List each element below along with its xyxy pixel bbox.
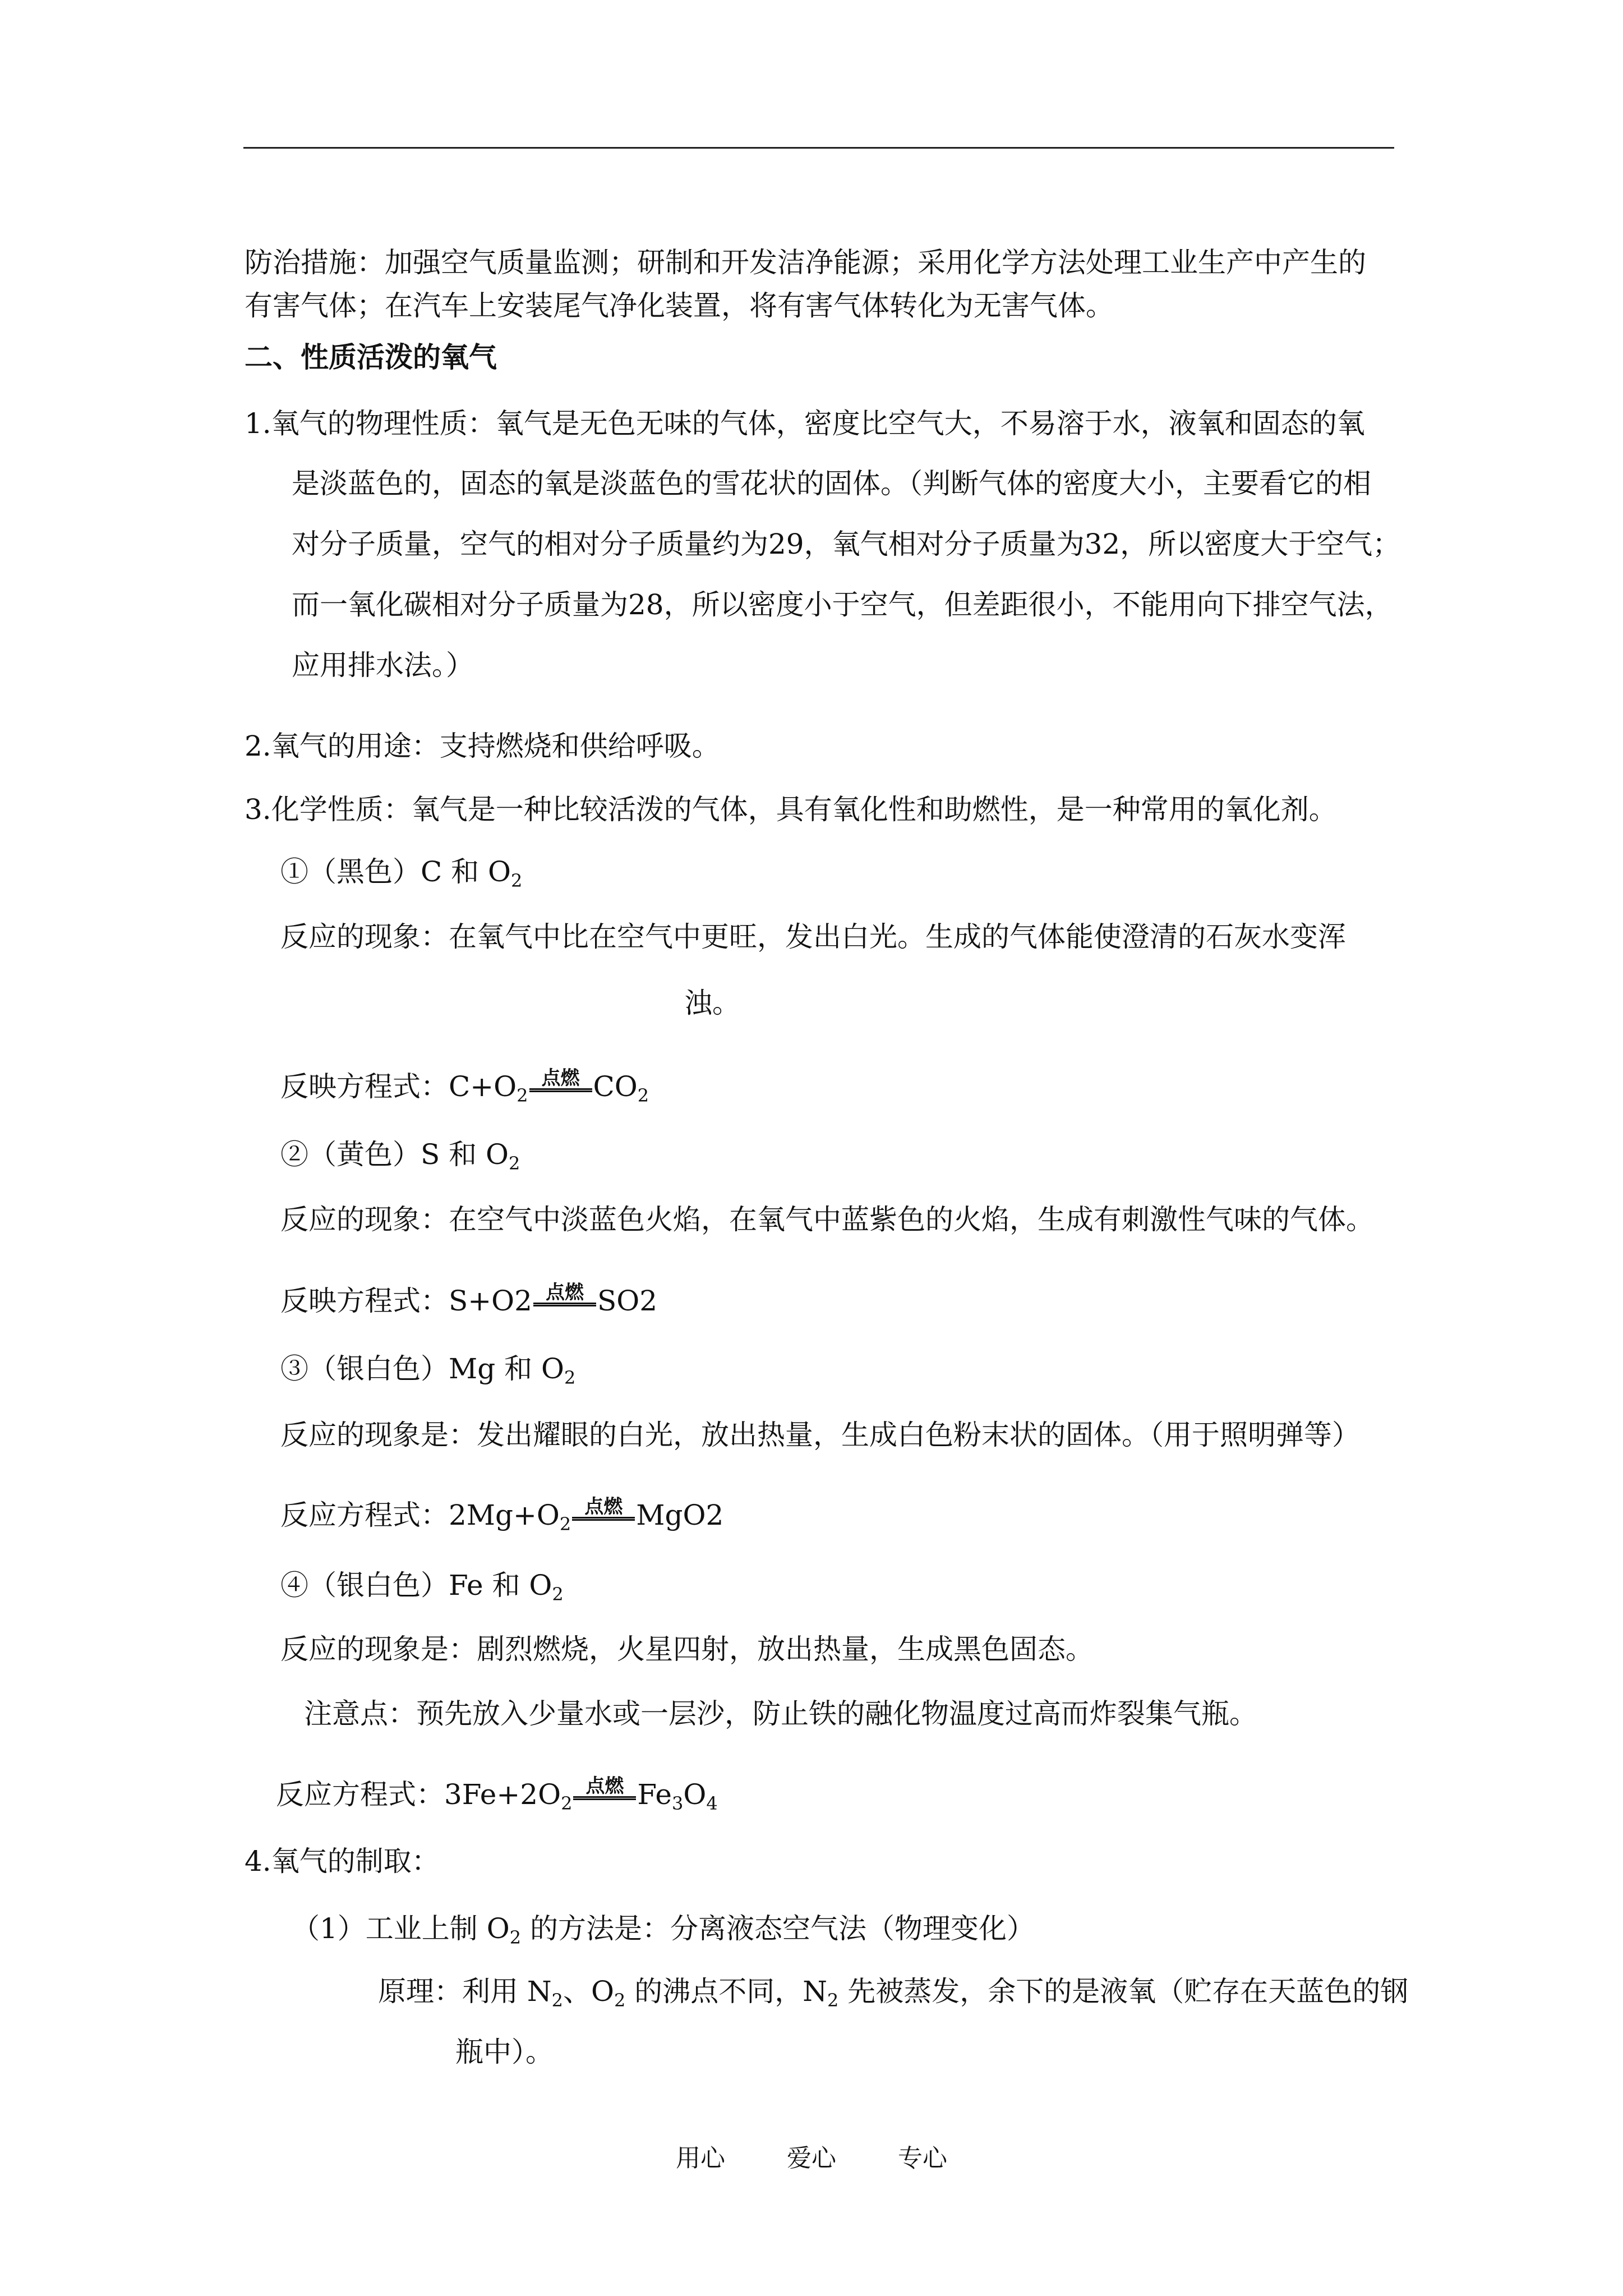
iron-note: 注意点：预先放入少量水或一层沙，防止铁的融化物温度过高而炸裂集气瓶。 <box>304 1697 1257 1730</box>
magnesium-equation: 反应方程式：$2Mg+O_2$ 点燃 MgO2 <box>280 1496 724 1535</box>
iron-equation: 反应方程式：$3Fe+2O_2$ 点燃 $Fe_3O_4$ <box>276 1775 718 1814</box>
p4-line: 4.氧气的制取： <box>245 1845 440 1878</box>
carbon-equation: 反映方程式：$C+O_2$ 点燃 $CO_2$ <box>280 1067 649 1106</box>
reaction-condition: 点燃 <box>572 1497 635 1532</box>
footer-text-c: 专心 <box>898 2144 947 2173</box>
p3-line: 3.化学性质：氧气是一种比较活泼的气体，具有氧化性和助燃性，是一种常用的氧化剂。 <box>245 793 1337 826</box>
p1-line-d: 而一氧化碳相对分子质量为28，所以密度小于空气，但差距很小，不能用向下排空气法， <box>292 588 1393 621</box>
page-footer <box>0 2143 1623 2174</box>
principle-line-b: 瓶中）。 <box>455 2036 554 2068</box>
reaction-condition: 点燃 <box>573 1776 636 1811</box>
section-heading: 二、性质活泼的氧气 <box>245 341 497 374</box>
measures-line-1: 防治措施：加强空气质量监测；研制和开发洁净能源；采用化学方法处理工业生产中产生的 <box>245 246 1366 279</box>
p1-line-a: 1.氧气的物理性质：氧气是无色无味的气体，密度比空气大，不易溶于水，液氧和固态的氧 <box>245 407 1365 440</box>
reaction-condition: 点燃 <box>529 1068 592 1103</box>
header-rule <box>243 147 1394 149</box>
measures-line-2: 有害气体；在汽车上安装尾气净化装置，将有害气体转化为无害气体。 <box>245 289 1114 322</box>
sulfur-phenomenon: 反应的现象：在空气中淡蓝色火焰，在氧气中蓝紫色的火焰，生成有刺激性气味的气体。 <box>280 1203 1374 1236</box>
principle-line-a: 原理：利用 $N_2$、$O_2$ 的沸点不同，$N_2$ 先被蒸发，余下的是液氧（贮存在天蓝色的钢 <box>378 1975 1409 2011</box>
p2-line: 2.氧气的用途：支持燃烧和供给呼吸。 <box>245 730 720 762</box>
magnesium-title: ③（银白色）Mg 和 $O_2$ <box>280 1352 576 1388</box>
reaction-condition: 点燃 <box>533 1282 596 1318</box>
footer-text-b: 爱心 <box>787 2144 836 2173</box>
magnesium-phenomenon: 反应的现象是：发出耀眼的白光，放出热量，生成白色粉末状的固体。（用于照明弹等） <box>280 1419 1360 1451</box>
p4-1-line: （1）工业上制 $O_2$ 的方法是：分离液态空气法（物理变化） <box>292 1912 1035 1948</box>
p1-line-b: 是淡蓝色的，固态的氧是淡蓝色的雪花状的固体。（判断气体的密度大小，主要看它的相 <box>292 467 1371 500</box>
sulfur-title: ②（黄色）S 和 $O_2$ <box>280 1138 520 1174</box>
carbon-title: ①（黑色）C 和 $O_2$ <box>280 855 523 891</box>
carbon-phenomenon-b: 浊。 <box>684 987 740 1019</box>
footer-text-a: 用心 <box>676 2144 725 2173</box>
sulfur-equation: 反映方程式：S+O2 点燃 SO2 <box>280 1281 658 1317</box>
iron-title: ④（银白色）Fe 和 $O_2$ <box>280 1569 564 1605</box>
p1-line-e: 应用排水法。） <box>292 649 474 682</box>
carbon-phenomenon-a: 反应的现象：在氧气中比在空气中更旺，发出白光。生成的气体能使澄清的石灰水变浑 <box>280 921 1346 953</box>
iron-phenomenon: 反应的现象是：剧烈燃烧，火星四射，放出热量，生成黑色固态。 <box>280 1633 1094 1665</box>
p1-line-c: 对分子质量，空气的相对分子质量约为29，氧气相对分子质量为32，所以密度大于空气； <box>292 528 1401 560</box>
